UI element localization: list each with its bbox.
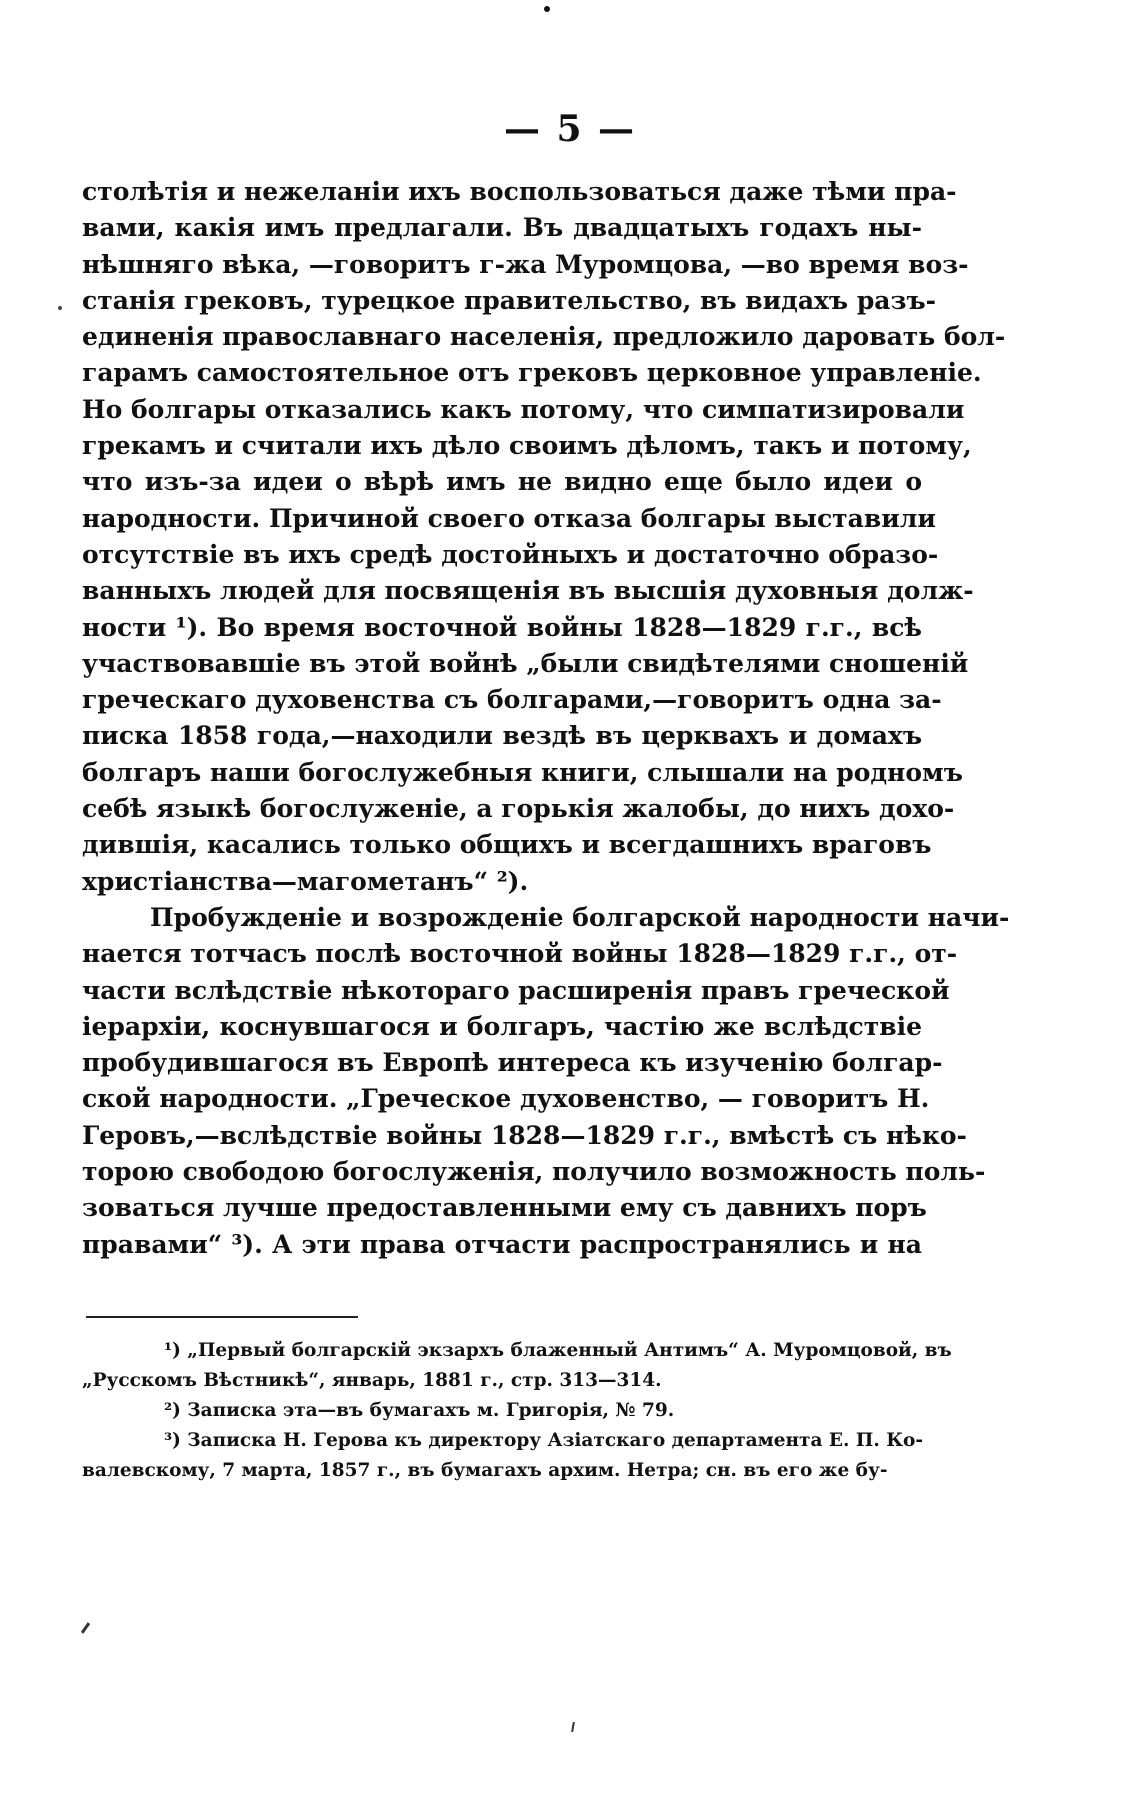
text-line: станія грековъ, турецкое правительство, въ видахъ разъ- <box>82 285 937 315</box>
text-line: зоваться лучше предоставленными ему съ давнихъ поръ <box>82 1193 927 1223</box>
text-line: болгаръ наши богослужебныя книги, слышали на родномъ <box>82 757 963 787</box>
footnote-line: ¹) „Первый болгарскій экзархъ блаженный Антимъ“ А. Муромцовой, въ <box>164 1340 952 1361</box>
text-line: нается тотчасъ послѣ восточной войны 1828—1829 г.г., от- <box>82 939 958 969</box>
text-line: единенія православнаго населенія, предложило даровать бол- <box>82 322 1006 352</box>
text-line: греческаго духовенства съ болгарами,—говоритъ одна за- <box>82 685 942 715</box>
footnote-line: ²) Записка эта—въ бумагахъ м. Григорія, № 79. <box>164 1400 675 1421</box>
text-line: іерархіи, коснувшагося и болгаръ, частію же вслѣдствіе <box>82 1011 922 1041</box>
ink-speck <box>58 306 62 310</box>
text-line: торою свободою богослуженія, получило возможность поль- <box>82 1157 986 1187</box>
text-line: ской народности. „Греческое духовенство, — говоритъ Н. <box>82 1084 930 1114</box>
text-line: нѣшняго вѣка, —говоритъ г-жа Муромцова, —во время воз- <box>82 249 969 279</box>
text-line: Но болгары отказались какъ потому, что симпатизировали <box>82 394 965 424</box>
text-line: столѣтія и нежеланіи ихъ воспользоваться даже тѣми пра- <box>82 177 957 206</box>
text-line: народности. Причиной своего отказа болгары выставили <box>82 503 936 533</box>
page-number: — 5 — <box>503 108 637 150</box>
text-line: отсутствіе въ ихъ средѣ достойныхъ и достаточно образо- <box>82 539 939 569</box>
text-line: себѣ языкѣ богослуженіе, а горькія жалобы, до нихъ дохо- <box>82 794 955 824</box>
text-line: участвовавшіе въ этой войнѣ „были свидѣтелями сношеній <box>82 648 969 678</box>
text-line: дившія, касались только общихъ и всегдашнихъ враговъ <box>82 830 932 860</box>
text-line: вами, какія имъ предлагали. Въ двадцатыхъ годахъ ны- <box>82 213 922 243</box>
body-text <box>82 174 1010 1263</box>
footnote-divider <box>86 1316 358 1318</box>
text-line: части вслѣдствіе нѣкотораго расширенія правъ греческой <box>82 975 950 1005</box>
ink-mark <box>81 1622 90 1634</box>
text-line: что изъ-за идеи о вѣрѣ имъ не видно еще было идеи о <box>82 467 922 497</box>
text-line: ванныхъ людей для посвященія въ высшія духовныя долж- <box>82 576 974 606</box>
footnote-line: валевскому, 7 марта, 1857 г., въ бумагахъ архим. Нетра; сн. въ его же бу- <box>82 1460 888 1481</box>
footnotes <box>82 1336 952 1486</box>
text-line: писка 1858 года,—находили вездѣ въ церквахъ и домахъ <box>82 721 922 751</box>
footnote-line: „Русскомъ Вѣстникѣ“, январь, 1881 г., стр. 313—314. <box>82 1370 662 1391</box>
footnote-line: ³) Записка Н. Герова къ директору Азіатскаго департамента Е. П. Ко- <box>164 1430 924 1451</box>
ink-mark <box>571 1722 575 1732</box>
text-line: Геровъ,—вслѣдствіе войны 1828—1829 г.г., вмѣстѣ съ нѣко- <box>82 1120 967 1150</box>
text-line: ности ¹). Во время восточной войны 1828—1829 г.г., всѣ <box>82 612 922 642</box>
text-line: грекамъ и считали ихъ дѣло своимъ дѣломъ, такъ и потому, <box>82 431 972 461</box>
text-line: гарамъ самостоятельное отъ грековъ церковное управленіе. <box>82 358 982 388</box>
ink-speck <box>544 6 550 12</box>
text-line: Пробужденіе и возрожденіе болгарской народности начи- <box>150 902 1010 932</box>
text-line: правами“ ³). А эти права отчасти распространялись и на <box>82 1229 922 1259</box>
text-line: пробудившагося въ Европѣ интереса къ изученію болгар- <box>82 1048 943 1078</box>
text-line: христіанства—магометанъ“ ²). <box>82 866 529 896</box>
